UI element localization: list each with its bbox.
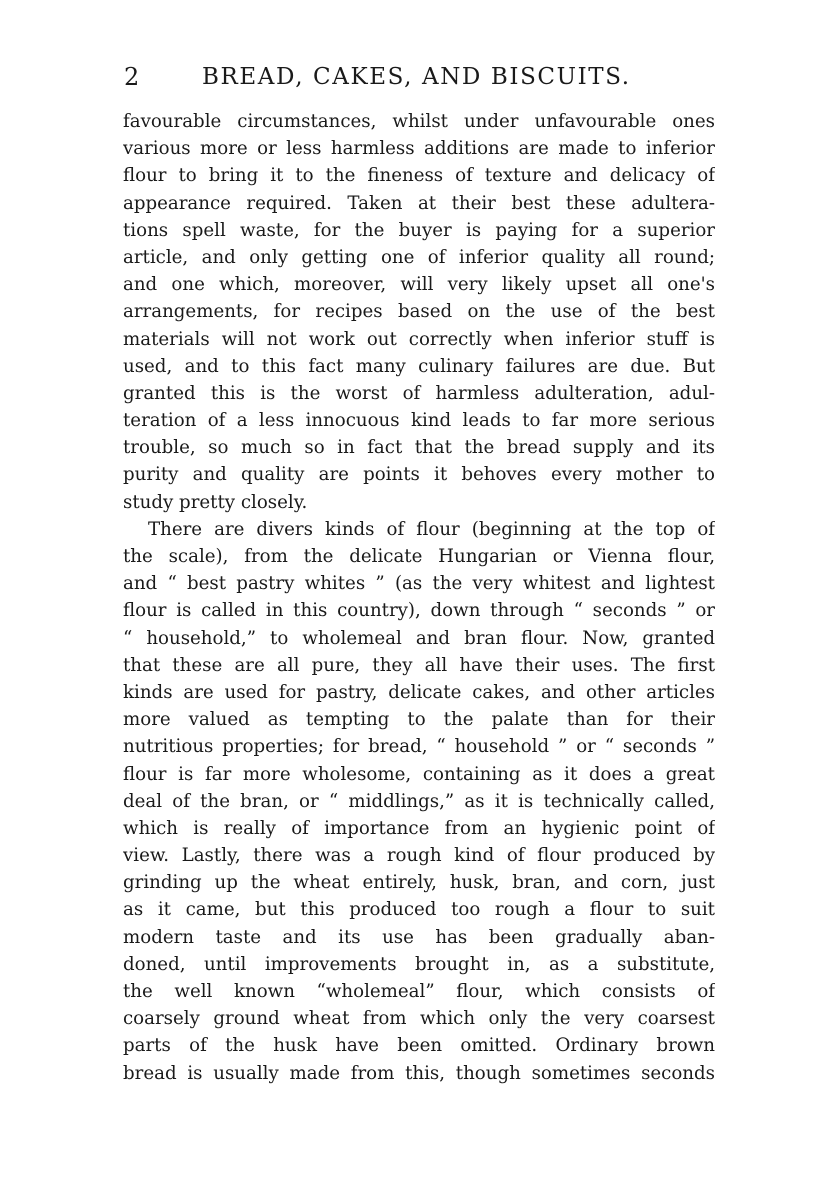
- text-line: article, and only getting one of inferior quality all round;: [123, 246, 715, 268]
- text-line: There are divers kinds of flour (beginning at the top of: [148, 518, 715, 540]
- text-line: the well known “wholemeal” flour, which consists of: [123, 981, 715, 1002]
- text-line: grinding up the wheat entirely, husk, bran, and corn, just: [123, 872, 715, 894]
- text-line: kinds are used for pastry, delicate cakes, and other articles: [123, 681, 715, 703]
- text-line: coarsely ground wheat from which only the very coarsest: [123, 1008, 715, 1030]
- text-line: flour is far more wholesome, containing as it does a great: [123, 763, 715, 785]
- text-line: view. Lastly, there was a rough kind of flour produced by: [123, 845, 715, 867]
- text-line: more valued as tempting to the palate than for their: [123, 709, 715, 731]
- text-line: favourable circumstances, whilst under unfavourable ones: [123, 111, 715, 132]
- text-line: granted this is the worst of harmless adulteration, adul-: [123, 382, 715, 404]
- running-title: BREAD, CAKES, AND BISCUITS.: [202, 64, 631, 90]
- paragraph-1: [123, 108, 715, 516]
- text-line: parts of the husk have been omitted. Ordinary brown: [123, 1035, 715, 1057]
- text-line: nutritious properties; for bread, “ household ” or “ seconds ”: [123, 736, 715, 758]
- text-line: as it came, but this produced too rough a flour to suit: [123, 899, 715, 921]
- text-line: teration of a less innocuous kind leads to far more serious: [123, 410, 715, 432]
- text-line: doned, until improvements brought in, as a substitute,: [123, 953, 715, 975]
- body-text: [123, 108, 715, 1087]
- text-line: various more or less harmless additions are made to inferior: [123, 138, 715, 160]
- text-line: flour is called in this country), down through “ seconds ” or: [123, 600, 715, 622]
- page-number: 2: [124, 63, 140, 91]
- text-line: which is really of importance from an hygienic point of: [123, 817, 715, 839]
- text-line: modern taste and its use has been gradually aban-: [123, 926, 715, 948]
- text-line: bread is usually made from this, though sometimes seconds: [123, 1062, 715, 1084]
- text-line: that these are all pure, they all have their uses. The first: [123, 654, 715, 676]
- text-line: appearance required. Taken at their best these adultera-: [123, 192, 715, 214]
- text-line: used, and to this fact many culinary failures are due. But: [123, 355, 715, 377]
- text-line: and “ best pastry whites ” (as the very whitest and lightest: [123, 573, 715, 595]
- text-line: and one which, moreover, will very likely upset all one's: [123, 274, 715, 296]
- text-line: the scale), from the delicate Hungarian or Vienna flour,: [123, 546, 715, 567]
- text-line: tions spell waste, for the buyer is paying for a superior: [123, 219, 715, 241]
- text-line: deal of the bran, or “ middlings,” as it is technically called,: [123, 790, 715, 812]
- text-line: flour to bring it to the fineness of texture and delicacy of: [123, 165, 715, 187]
- text-line: “ household,” to wholemeal and bran flour. Now, granted: [123, 627, 715, 649]
- paragraph-2: [123, 516, 715, 1087]
- text-line: trouble, so much so in fact that the bread supply and its: [123, 437, 715, 459]
- text-line: materials will not work out correctly when inferior stuff is: [123, 328, 715, 350]
- text-line: purity and quality are points it behoves every mother to: [123, 464, 715, 486]
- text-line: study pretty closely.: [123, 491, 308, 513]
- page-header: [124, 60, 724, 94]
- text-line: arrangements, for recipes based on the use of the best: [123, 301, 715, 323]
